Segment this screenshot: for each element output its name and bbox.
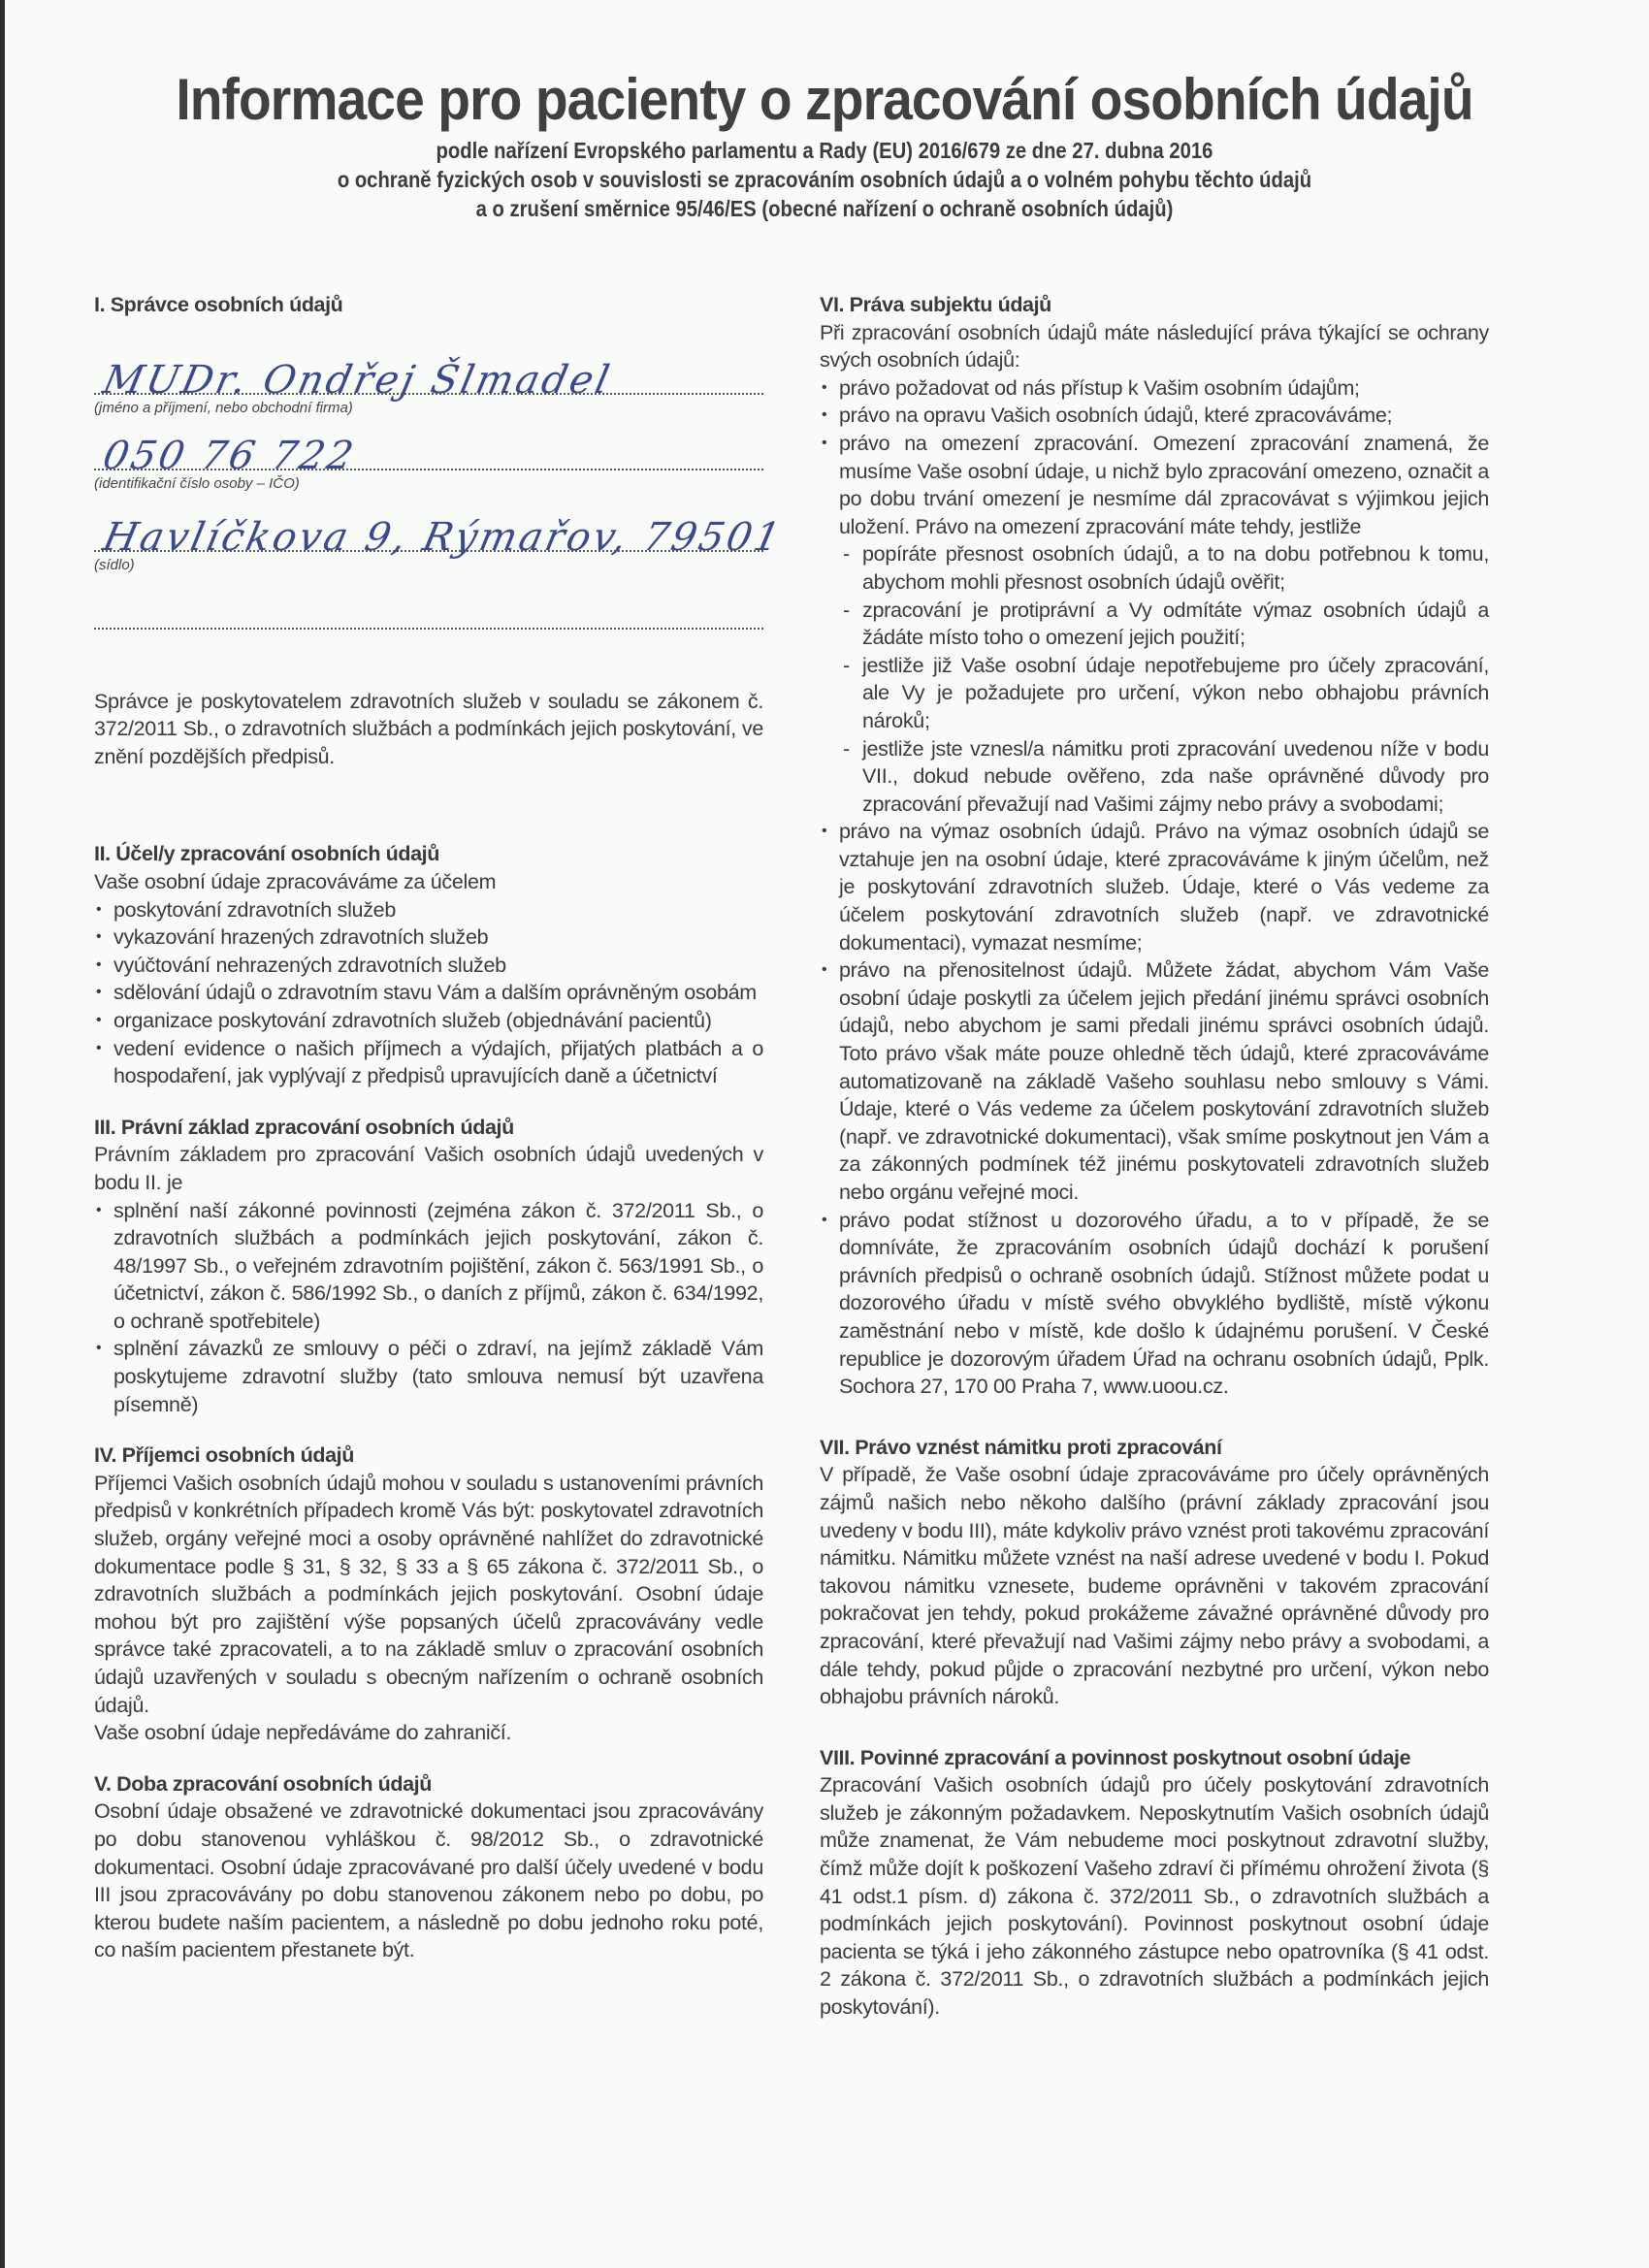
list-item: • právo požadovat od nás přístup k Vašim osobním údajům; (820, 374, 1489, 403)
section-intro: Při zpracování osobních údajů máte následující práva týkající se ochrany svých osobních údajů: (820, 320, 1489, 373)
sub-list-item: - popíráte přesnost osobních údajů, a to na dobu potřebnou k tomu, abychom mohli přesnost osobních údajů ověřit; (820, 540, 1489, 596)
legal-basis-list (94, 1197, 763, 1419)
purpose-list (94, 896, 763, 1090)
section-text: Příjemci Vašich osobních údajů mohou v souladu s ustanoveními právních předpisů v konkrétních případech kromě Vás být: poskytovatel zdravotních služeb, orgány veřejné moci a osoby oprávněné nahlížet do zdravotnické dokumentace podle § 31, § 32, § 33 a § 65 zákona č. 372/2011 Sb., o zdravotních službách a podmínkách jejich poskytování. Osobní údaje mohou být pro zajištění výše popsaných účelů zpracovávány vedle správce také zpracovateli, a to na základě smluv o zpracování osobních údajů uzavřených v souladu s obecným nařízením o ochraně osobních údajů. (94, 1471, 763, 1717)
sub-list-item: - jestliže již Vaše osobní údaje nepotřebujeme pro účely zpracování, ale Vy je požadujete pro určení, výkon nebo obhajobu právních nároků; (820, 652, 1489, 735)
subtitle-line: o ochraně fyzických osob v souvislosti se zpracováním osobních údajů a o volném pohybu těchto údajů (337, 167, 1312, 192)
subtitle-line: a o zrušení směrnice 95/46/ES (obecné nařízení o ochraně osobních údajů) (475, 196, 1174, 221)
section-controller (94, 291, 788, 770)
section-heading: V. Doba zpracování osobních údajů (94, 1771, 432, 1796)
list-item: • vykazování hrazených zdravotních služeb (94, 923, 763, 952)
list-item: • právo podat stížnost u dozorového úřadu, a to v případě, že se domníváte, že zpracováním osobních údajů dochází k porušení právních předpisů o ochraně osobních údajů. Stížnost můžete podat u dozorového úřadu v místě svého obvyklého bydliště, místě výkonu zaměstnání nebo v místě, kde došlo k údajnému porušení. V České republice je dozorovým úřadem Úřad na ochranu osobních údajů, Pplk. Sochora 27, 170 00 Praha 7, www.uoou.cz. (820, 1207, 1489, 1401)
list-item: • organizace poskytování zdravotních služeb (objednávání pacientů) (94, 1007, 763, 1035)
left-column (94, 291, 788, 1964)
controller-name-field[interactable] (94, 319, 763, 403)
sub-list-item: - jestliže jste vznesl/a námitku proti zpracování uvedenou níže v bodu VII., dokud nebude ověřeno, zda naše oprávněné důvody pro zpracování převažují nad Vašimi zájmy nebo právy a svobodami; (820, 735, 1489, 819)
section-objection (820, 1434, 1489, 1711)
dotted-line (94, 393, 763, 395)
section-heading: VII. Právo vznést námitku proti zpracování (820, 1435, 1222, 1459)
section-intro: Vaše osobní údaje zpracováváme za účelem (94, 869, 497, 893)
section-heading: VI. Práva subjektu údajů (820, 293, 1051, 316)
document-title: Informace pro pacienty o zpracování osobních údajů (176, 67, 1473, 132)
rights-list (820, 374, 1489, 1401)
section-recipients (94, 1442, 763, 1747)
dotted-line (94, 628, 763, 630)
sub-list-item: - zpracování je protiprávní a Vy odmítáte výmaz osobních údajů a žádáte místo toho o omezení jejich použití; (820, 597, 1489, 652)
section-mandatory (820, 1744, 1489, 2022)
list-item: • vyúčtování nehrazených zdravotních služeb (94, 952, 763, 980)
list-item: • splnění závazků ze smlouvy o péči o zdraví, na jejímž základě Vám poskytujeme zdravotní služby (tato smlouva nemusí být uzavřena písemně) (94, 1335, 763, 1418)
field-label: (jméno a příjmení, nebo obchodní firma) (94, 399, 353, 416)
section-retention (94, 1770, 763, 1964)
section-purpose (94, 840, 763, 1089)
list-item: • právo na výmaz osobních údajů. Právo na výmaz osobních údajů se vztahuje jen na osobní údaje, které zpracováváme k jiným účelům, než je poskytování zdravotních služeb. Údaje, které o Vás vedeme za účelem poskytování zdravotních služeb (např. ve zdravotnické dokumentaci), vymazat nesmíme; (820, 818, 1489, 956)
handwritten-value: MUDr. Ondřej Šlmadel (99, 358, 616, 403)
section-heading: I. Správce osobních údajů (94, 293, 343, 316)
list-item: • sdělování údajů o zdravotním stavu Vám a dalším oprávněným osobám (94, 979, 763, 1007)
list-item: • poskytování zdravotních služeb (94, 896, 763, 924)
section-rights (820, 291, 1489, 1401)
controller-ico-field[interactable] (94, 422, 763, 478)
section-heading: II. Účel/y zpracování osobních údajů (94, 842, 439, 866)
handwritten-value: Havlíčkova 9, Rýmařov, 79501 (99, 515, 788, 560)
section-heading: IV. Příjemci osobních údajů (94, 1443, 354, 1468)
controller-extra-field[interactable] (94, 579, 763, 630)
document-subtitle (99, 136, 1550, 223)
section-heading: VIII. Povinné zpracování a povinnost poskytnout osobní údaje (820, 1745, 1411, 1769)
field-label: (identifikační číslo osoby – IČO) (94, 474, 300, 492)
dotted-line (94, 469, 763, 470)
section-text: Zpracování Vašich osobních údajů pro účely poskytování zdravotních služeb je zákonným požadavkem. Neposkytnutím Vašich osobních údajů může znamenat, že Vám nebudeme moci poskytnout zdravotní služby, čímž může dojít k poškození Vašeho zdraví či přímému ohrožení života (§ 41 odst.1 písm. d) zákona č. 372/2011 Sb., o zdravotních službách a podmínkách jejich poskytování). Povinnost poskytnout osobní údaje pacienta se týká i jeho zákonného zástupce nebo opatrovníka (§ 41 odst. 2 zákona č. 372/2011 Sb., o zdravotních službách a podmínkách jejich poskytování). (820, 1773, 1489, 2020)
list-item: • právo na přenositelnost údajů. Můžete žádat, abychom Vám Vaše osobní údaje poskytli za účelem jejich předání jinému správci osobních údajů, nebo abychom je sami předali jinému správci osobních údajů. Toto právo však máte pouze ohledně těch údajů, které zpracováváme automatizovaně na základě Vašeho souhlasu nebo smlouvy s Vámi. Údaje, které o Vás vedeme za účelem poskytování zdravotních služeb (např. ve zdravotnické dokumentaci), však smíme poskytnout jen Vám a za zákonných podmínek též jinému poskytovateli zdravotních služeb nebo orgánu veřejné moci. (820, 956, 1489, 1206)
section-text: Osobní údaje obsažené ve zdravotnické dokumentaci jsou zpracovávány po dobu stanovenou vyhláškou č. 98/2012 Sb., o zdravotnické dokumentaci. Osobní údaje zpracovávané pro další účely uvedené v bodu III jsou zpracovávány po dobu stanovenou zákonem nebo po dobu, po kterou budete naším pacientem, a následně po dobu jednoho roku poté, co naším pacientem přestanete být. (94, 1799, 763, 1962)
list-item: • právo na opravu Vašich osobních údajů, které zpracováváme; (820, 402, 1489, 430)
handwritten-value: 050 76 722 (99, 434, 360, 478)
section-legal-basis (94, 1114, 763, 1419)
section-text: Vaše osobní údaje nepředáváme do zahraničí. (94, 1721, 512, 1745)
section-heading: III. Právní základ zpracování osobních údajů (94, 1115, 514, 1139)
right-column (820, 291, 1489, 2022)
list-item: • splnění naší zákonné povinnosti (zejména zákon č. 372/2011 Sb., o zdravotních službách a podmínkách jejich poskytování, zákon č. 48/1997 Sb., o veřejném zdravotním pojištění, zákon č. 563/1991 Sb., o účetnictví, zákon č. 586/1992 Sb., o daních z příjmů, zákon č. 634/1992, o ochraně spotřebitele) (94, 1197, 763, 1336)
section-intro: Právním základem pro zpracování Vašich osobních údajů uvedených v bodu II. je (94, 1143, 763, 1194)
dotted-line (94, 550, 763, 552)
section-text: Správce je poskytovatelem zdravotních služeb v souladu se zákonem č. 372/2011 Sb., o zdravotních službách a podmínkách jejich poskytování, ve znění pozdějších předpisů. (94, 689, 763, 768)
list-item: • vedení evidence o našich příjmech a výdajích, přijatých platbách a o hospodaření, jak vyplývají z předpisů upravujících daně a účetnictví (94, 1035, 763, 1090)
subtitle-line: podle nařízení Evropského parlamentu a Rady (EU) 2016/679 ze dne 27. dubna 2016 (436, 138, 1213, 163)
section-text: V případě, že Vaše osobní údaje zpracováváme pro účely oprávněných zájmů našich nebo někoho dalšího (právní základy zpracování jsou uvedeny v bodu III), máte kdykoliv právo vznést proti takovému zpracování námitku. Námitku můžete vznést na naší adrese uvedené v bodu I. Pokud takovou námitku vznesete, budeme oprávněni v takovém zpracování pokračovat jen tehdy, pokud prokážeme závažné oprávněné důvody pro zpracování, které převažují nad Vašimi zájmy nebo právy a svobodami, a dále tehdy, pokud půjde o zpracování nezbytné pro určení, výkon nebo obhajobu právních nároků. (820, 1463, 1489, 1709)
controller-address-field[interactable] (94, 498, 788, 560)
field-label: (sídlo) (94, 556, 135, 573)
list-item: • právo na omezení zpracování. Omezení zpracování znamená, že musíme Vaše osobní údaje, u nichž bylo zpracování omezeno, označit a po dobu trvání omezení je nesmíme dál zpracovávat s výjimkou jejich uložení. Právo na omezení zpracování máte tehdy, jestliže (820, 430, 1489, 540)
